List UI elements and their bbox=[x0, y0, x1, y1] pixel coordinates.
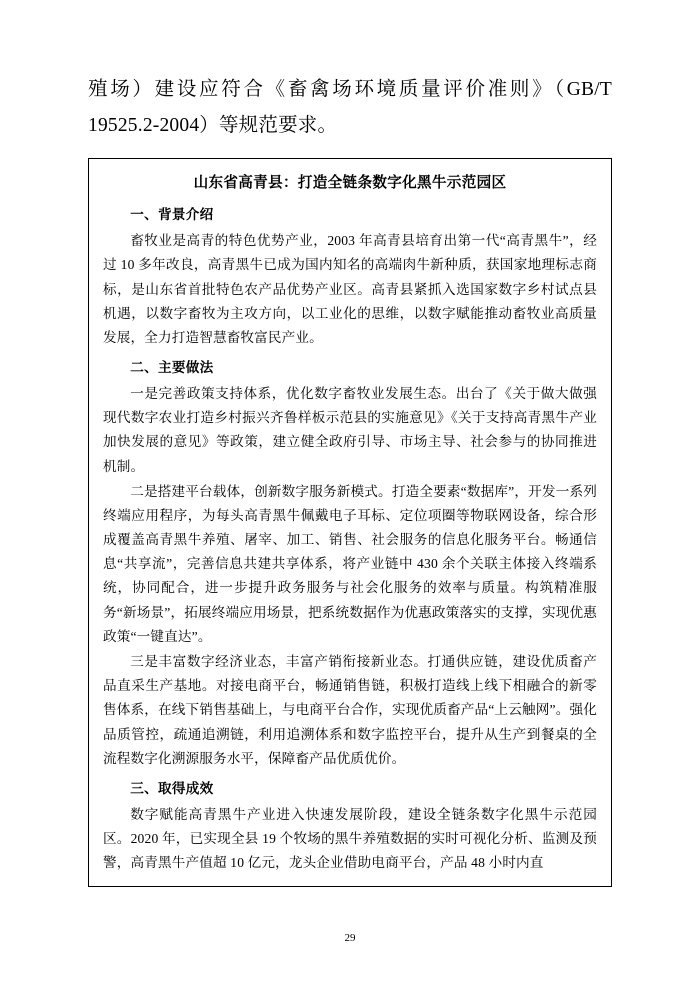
page-number: 29 bbox=[344, 932, 356, 944]
section-paragraph: 一是完善政策支持体系，优化数字畜牧业发展生态。出台了《关于做大做强现代数字农业打造乡村振兴齐鲁样板示范县的实施意见》《关于支持高青黑牛产业加快发展的意见》等政策，建立健全政府引导、市场主导、社会参与的协同推进机制。 bbox=[103, 385, 597, 474]
case-study-box bbox=[88, 158, 612, 887]
section-paragraph: 二是搭建平台载体，创新数字服务新模式。打造全要素“数据库”，开发一系列终端应用程序，为每头高青黑牛佩戴电子耳标、定位项圈等物联网设备，综合形成覆盖高青黑牛养殖、屠宰、加工、销售、社会服务的信息化服务平台。畅通信息“共享流”，完善信息共建共享体系，将产业链中 430 余个关联主体接入终端系统，协同配合，进一步提升政务服务与社会化服务的效率与质量。构筑精准服务“新场景”，拓展终端应用场景，把系统数据作为优惠政策落实的支撑，实现优惠政策“一键直达”。 bbox=[103, 483, 597, 644]
section-paragraph: 三是丰富数字经济业态，丰富产销衔接新业态。打通供应链，建设优质畜产品直采生产基地。对接电商平台，畅通销售链，积极打造线上线下相融合的新零售体系，在线下销售基础上，与电商平台合作，实现优质畜产品“上云触网”。强化品质管控，疏通追溯链，利用追溯体系和数字监控平台，提升从生产到餐桌的全流程数字化溯源服务水平，保障畜产品优质优价。 bbox=[103, 654, 597, 766]
section-heading-results: 三、取得成效 bbox=[130, 780, 214, 796]
section-heading-background: 一、背景介绍 bbox=[130, 207, 214, 223]
section-heading-practices: 二、主要做法 bbox=[130, 360, 214, 376]
lead-paragraph: 殖场）建设应符合《畜禽场环境质量评价准则》（GB/T 19525.2-2004）等规范要求。 bbox=[88, 79, 612, 137]
section-paragraph: 畜牧业是高青的特色优势产业，2003 年高青县培育出第一代“高青黑牛”，经过 10 多年改良，高青黑牛已成为国内知名的高端肉牛新种质，获国家地理标志商标，是山东省首批特色农产品优势产业区。高青县紧抓入选国家数字乡村试点县机遇，以数字畜牧为主攻方向，以工业化的思维，以数字赋能推动畜牧业高质量发展，全力打造智慧畜牧富民产业。 bbox=[103, 233, 597, 345]
section-paragraph: 数字赋能高青黑牛产业进入快速发展阶段，建设全链条数字化黑牛示范园区。2020 年，已实现全县 19 个牧场的黑牛养殖数据的实时可视化分析、监测及预警，高青黑牛产值超 10 亿元，龙头企业借助电商平台，产品 48 小时内直 bbox=[103, 806, 597, 871]
case-study-title: 山东省高青县：打造全链条数字化黑牛示范园区 bbox=[193, 175, 507, 192]
